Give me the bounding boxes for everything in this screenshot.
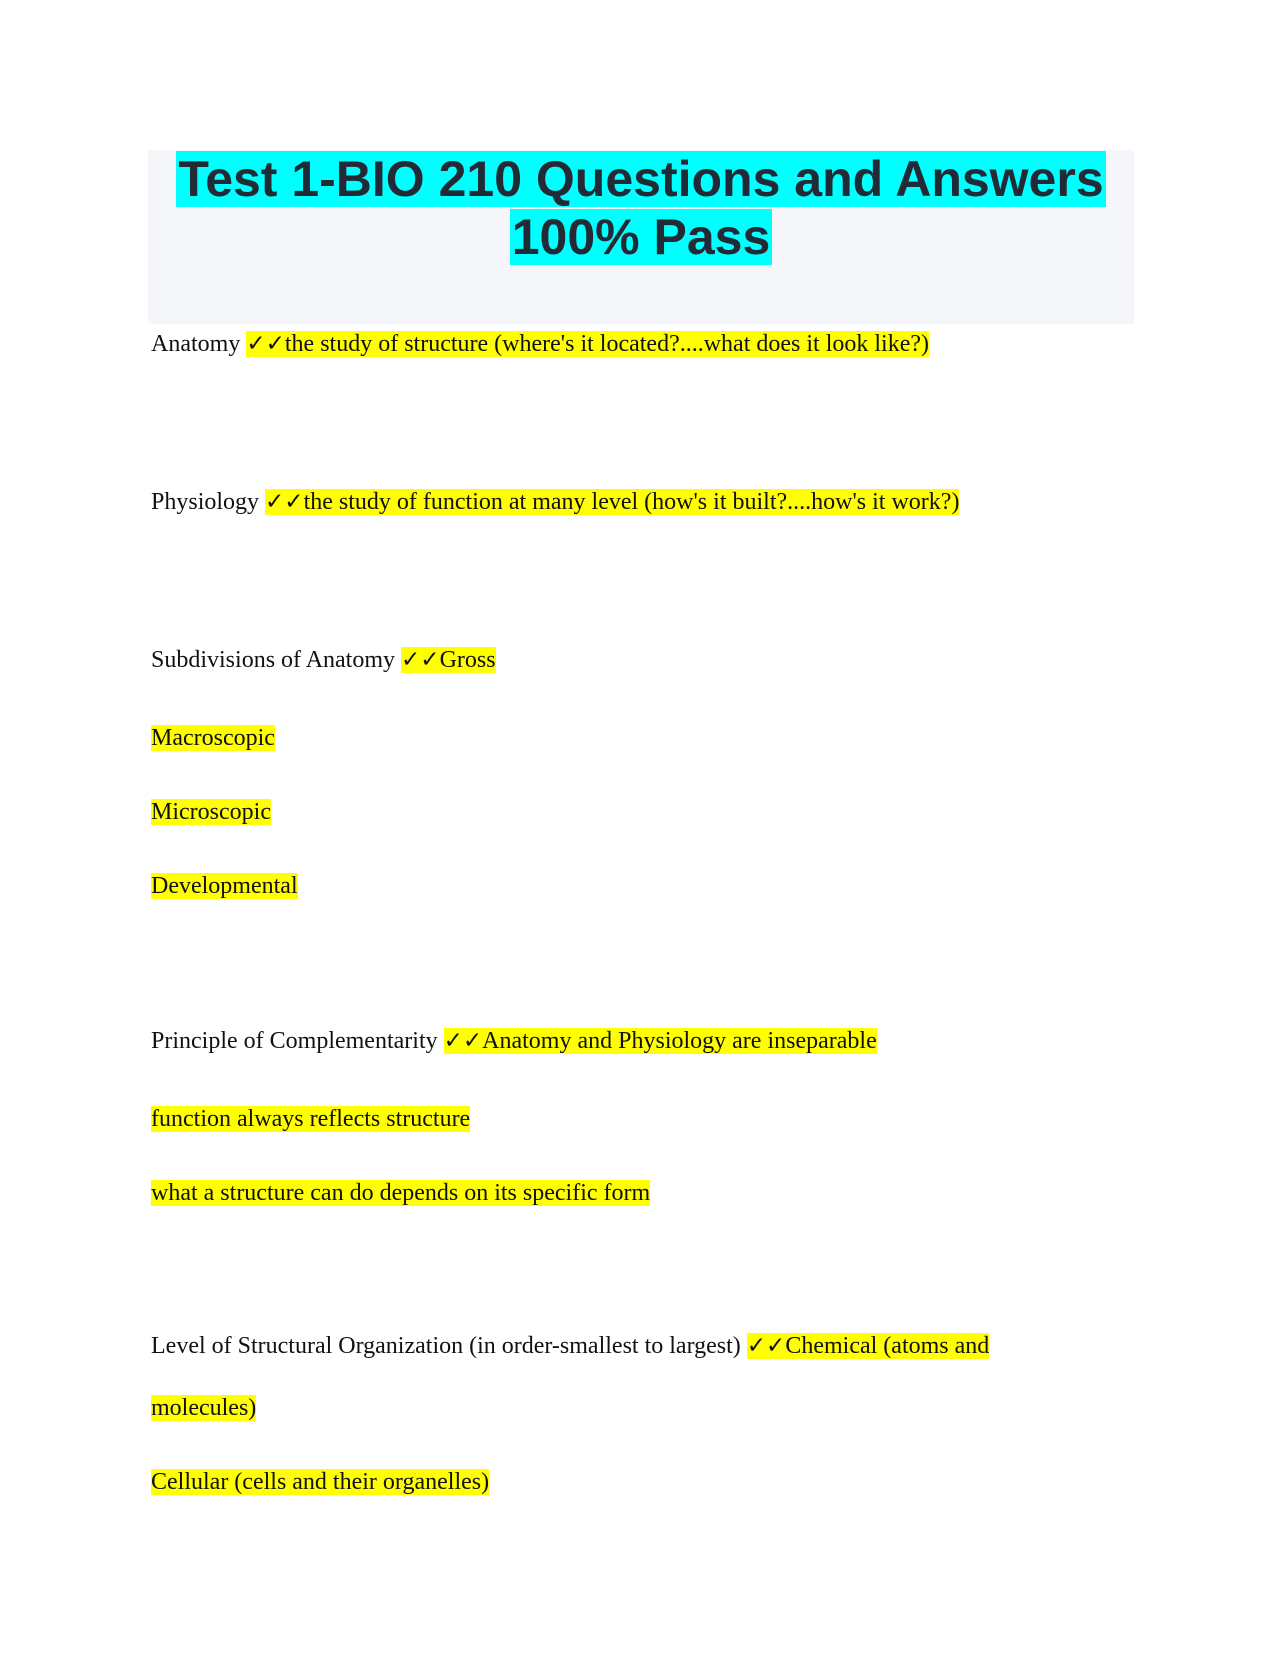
qa-structural-organization [151, 1330, 989, 1362]
answer-line: Macroscopic [151, 725, 275, 751]
term: Level of Structural Organization (in order-smallest to largest) [151, 1333, 747, 1359]
answer-continuation [151, 1103, 470, 1135]
title-line-1: Test 1-BIO 210 Questions and Answers [178, 151, 1104, 207]
answer-line: Developmental [151, 873, 298, 899]
answer-highlight [747, 1333, 990, 1359]
answer-line: molecules) [151, 1395, 257, 1421]
qa-physiology [151, 486, 959, 518]
double-check-icon: ✓✓ [246, 331, 285, 357]
answer: the study of structure (where's it located?....what does it look like?) [284, 331, 930, 357]
double-check-icon: ✓✓ [401, 647, 440, 673]
answer-continuation [151, 1466, 489, 1498]
answer-continuation [151, 1177, 650, 1209]
answer: Chemical (atoms and [785, 1333, 990, 1359]
term: Anatomy [151, 331, 247, 357]
double-check-icon: ✓✓ [265, 489, 304, 515]
answer-line: function always reflects structure [151, 1106, 471, 1132]
answer-continuation [151, 722, 275, 754]
term: Subdivisions of Anatomy [151, 647, 402, 673]
answer-line: Cellular (cells and their organelles) [151, 1469, 490, 1495]
answer: Anatomy and Physiology are inseparable [482, 1028, 877, 1054]
answer-continuation [151, 1392, 256, 1424]
answer: the study of function at many level (how's it built?....how's it work?) [303, 489, 960, 515]
qa-anatomy [151, 328, 929, 360]
term: Physiology [151, 489, 266, 515]
double-check-icon: ✓✓ [746, 1333, 786, 1359]
answer-highlight [265, 489, 959, 515]
answer-continuation [151, 870, 298, 902]
answer-line: Microscopic [151, 799, 271, 825]
qa-complementarity [151, 1025, 877, 1057]
answer-highlight [246, 331, 929, 357]
qa-subdivisions [151, 644, 496, 676]
answer: Gross [439, 647, 496, 673]
answer-line: what a structure can do depends on its specific form [151, 1180, 651, 1206]
answer-highlight [401, 647, 496, 673]
answer-highlight [444, 1028, 877, 1054]
answer-continuation [151, 796, 271, 828]
double-check-icon: ✓✓ [443, 1028, 483, 1054]
document-title [148, 150, 1134, 266]
title-line-2: 100% Pass [511, 209, 771, 265]
term: Principle of Complementarity [151, 1028, 444, 1054]
